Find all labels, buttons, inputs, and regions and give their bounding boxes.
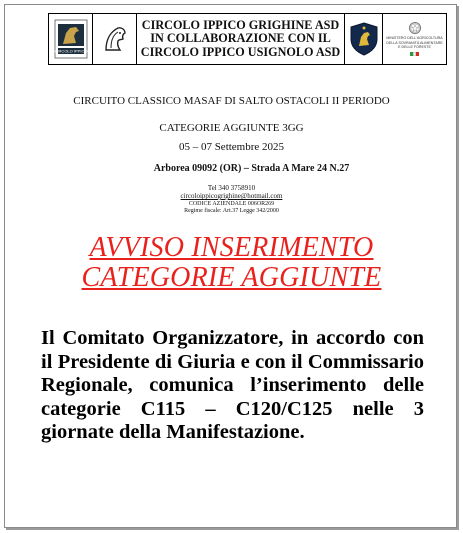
italian-flag-icon	[410, 52, 419, 56]
letterhead-title	[137, 14, 345, 64]
company-code: CODICE AZIENDALE 006OR269	[188, 201, 275, 207]
ministry-line-3: E DELLE FORESTE	[398, 45, 431, 50]
logo1-caption: CIRCOLO IPPICO	[54, 48, 87, 54]
usignolo-horse-head-icon	[98, 22, 132, 56]
ministry-line-1: MINISTERO DELL'AGRICOLTURA	[386, 36, 443, 41]
tax-regime: Regime fiscale: Art.37 Legge 342/2000	[184, 208, 279, 214]
usignolo-logo-cell	[93, 14, 137, 64]
shield-logo-cell	[345, 14, 383, 64]
italian-republic-emblem-icon	[409, 22, 421, 34]
phone: Tel 340 3758910	[207, 184, 256, 192]
title-line-1: CIRCOLO IPPICO GRIGHINE ASD	[141, 17, 340, 32]
letterhead	[48, 13, 447, 65]
ministry-logo-cell	[383, 14, 446, 64]
grighine-horse-logo-icon	[54, 19, 88, 59]
ministry-line-2: DELLA SOVRANITÀ ALIMENTARE	[386, 40, 443, 45]
equestrian-shield-icon	[349, 22, 379, 56]
email-link[interactable]: circoloippicogrighine@hotmail.com	[180, 192, 283, 200]
document-page	[4, 4, 457, 528]
grighine-logo-cell	[49, 14, 93, 64]
event-dates: 05 – 07 Settembre 2025	[178, 141, 285, 153]
circuit-name: CIRCUITO CLASSICO MASAF DI SALTO OSTACOLI II PERIODO	[73, 95, 390, 107]
notice-heading-line-1: AVVISO INSERIMENTO	[89, 232, 374, 263]
announcement-paragraph: Il Comitato Organizzatore, in accordo con il Presidente di Giuria e con il Commissario Regionale, comunica l’inserimento delle categorie C115 – C120/C125 nelle 3 giornate della Manifestazione.	[41, 327, 424, 443]
title-line-2: IN COLLABORAZIONE CON IL	[150, 31, 331, 46]
title-line-3: CIRCOLO IPPICO USIGNOLO ASD	[140, 44, 341, 59]
notice-heading-line-2: CATEGORIE AGGIUNTE	[81, 262, 382, 293]
event-address: Arborea 09092 (OR) – Strada A Mare 24 N.27	[153, 163, 350, 174]
categories-title: CATEGORIE AGGIUNTE 3GG	[159, 122, 304, 134]
